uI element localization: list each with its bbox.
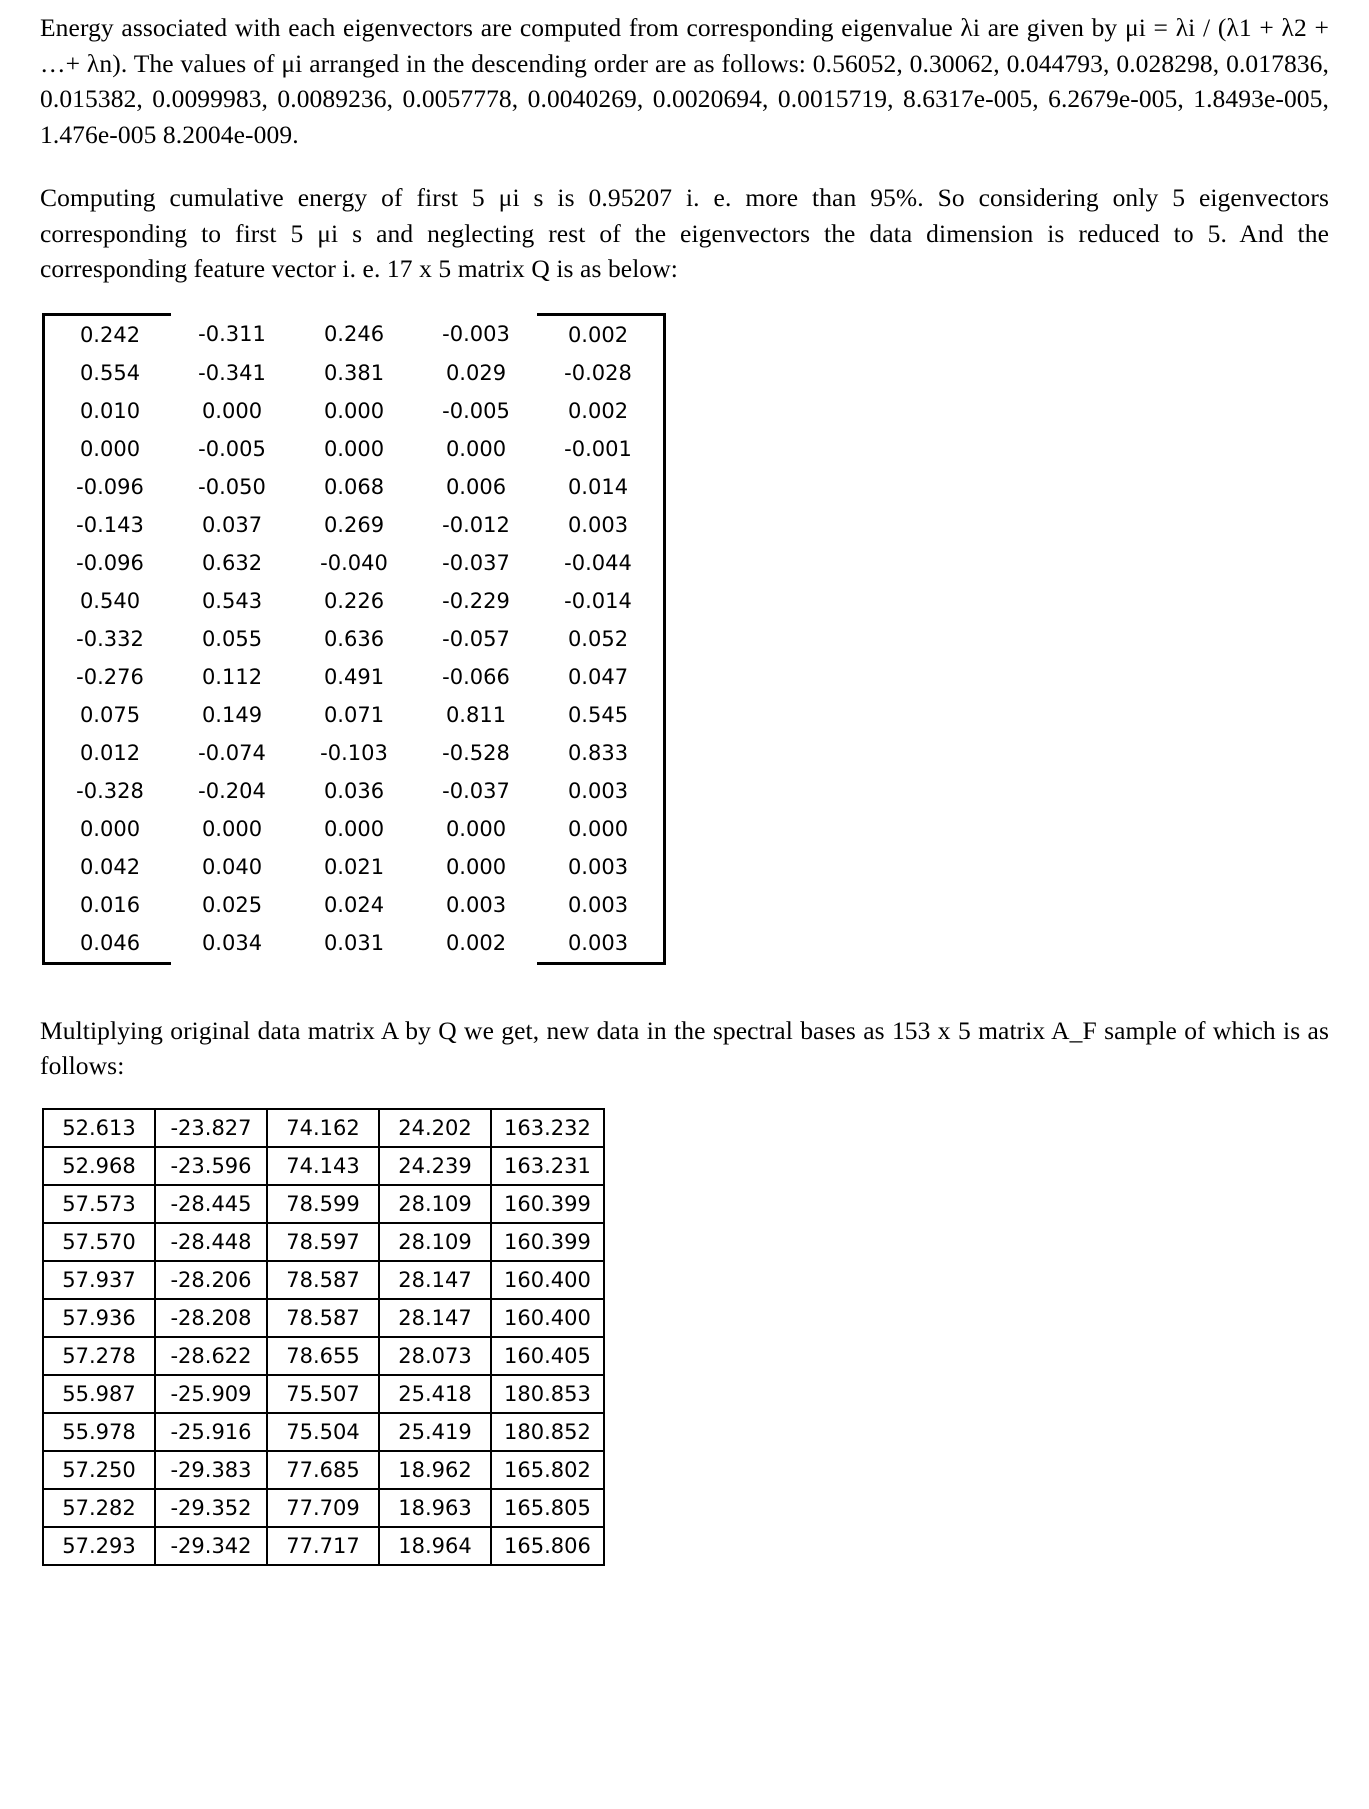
q-matrix-cell: 0.554: [44, 354, 172, 392]
q-matrix-row: [44, 544, 665, 582]
q-matrix-cell: 0.242: [44, 314, 172, 354]
af-matrix-cell: 57.937: [43, 1261, 155, 1299]
q-matrix-cell: 0.025: [201, 892, 263, 917]
q-matrix-cell: 0.036: [323, 778, 385, 803]
q-matrix-cell: 0.052: [537, 620, 665, 658]
af-matrix-cell: 24.202: [379, 1109, 491, 1147]
af-matrix-cell: 160.399: [491, 1223, 604, 1261]
af-matrix-row: [43, 1109, 604, 1147]
q-matrix-cell: 0.833: [537, 734, 665, 772]
q-matrix-cell: -0.066: [442, 664, 510, 689]
q-matrix-cell: 0.000: [44, 430, 172, 468]
q-matrix-cell: 0.811: [445, 702, 507, 727]
q-matrix-row: [44, 354, 665, 392]
q-matrix-cell: -0.332: [44, 620, 172, 658]
q-matrix-cell: 0.000: [201, 398, 263, 423]
af-matrix-cell: 57.293: [43, 1527, 155, 1565]
q-matrix-cell: 0.002: [537, 314, 665, 354]
q-matrix-cell: 0.029: [445, 360, 507, 385]
q-matrix-cell: 0.068: [323, 474, 385, 499]
af-matrix-row: [43, 1299, 604, 1337]
af-matrix-cell: 28.147: [379, 1299, 491, 1337]
af-matrix-cell: -28.206: [155, 1261, 267, 1299]
af-matrix-cell: 28.109: [379, 1185, 491, 1223]
q-matrix-cell: -0.057: [442, 626, 510, 651]
q-matrix-cell: -0.014: [537, 582, 665, 620]
af-matrix-cell: 78.587: [267, 1299, 379, 1337]
af-matrix-row: [43, 1261, 604, 1299]
af-matrix-cell: 57.570: [43, 1223, 155, 1261]
q-matrix-cell: -0.012: [442, 512, 510, 537]
q-matrix-cell: 0.047: [537, 658, 665, 696]
af-matrix-cell: 57.573: [43, 1185, 155, 1223]
af-matrix-cell: 77.717: [267, 1527, 379, 1565]
q-matrix-cell: 0.010: [44, 392, 172, 430]
af-matrix-cell: 165.805: [491, 1489, 604, 1527]
af-matrix-cell: 163.232: [491, 1109, 604, 1147]
q-matrix-cell: -0.050: [198, 474, 266, 499]
af-matrix-cell: -23.596: [155, 1147, 267, 1185]
af-matrix-cell: 25.419: [379, 1413, 491, 1451]
af-matrix-cell: -29.342: [155, 1527, 267, 1565]
q-matrix-cell: 0.046: [44, 924, 172, 964]
q-matrix-cell: -0.037: [442, 778, 510, 803]
af-matrix-cell: 55.987: [43, 1375, 155, 1413]
q-matrix-cell: -0.044: [537, 544, 665, 582]
af-matrix-cell: 75.507: [267, 1375, 379, 1413]
q-matrix-cell: 0.002: [537, 392, 665, 430]
q-matrix-cell: -0.001: [537, 430, 665, 468]
af-matrix-cell: 160.400: [491, 1299, 604, 1337]
q-matrix-cell: 0.034: [201, 931, 263, 956]
af-matrix-cell: 57.250: [43, 1451, 155, 1489]
q-matrix-cell: 0.000: [323, 398, 385, 423]
af-matrix-cell: 163.231: [491, 1147, 604, 1185]
af-matrix-cell: 52.968: [43, 1147, 155, 1185]
paragraph-eigenvector-energy: Energy associated with each eigenvectors are computed from corresponding eigenvalue λi are given by μi = λi / (λ1 + λ2 + …+ λn). The values of μi arranged in the descending order are as follows: 0.56052, 0.30062, 0.044793, 0.028298, 0.017836, 0.015382, 0.0099983, 0.0089236, 0.0057778, 0.0040269, 0.0020694, 0.0015719, 8.6317e-005, 6.2679e-005, 1.8493e-005, 1.476e-005 8.2004e-009.: [40, 13, 1329, 149]
af-matrix-row: [43, 1185, 604, 1223]
af-matrix-row: [43, 1451, 604, 1489]
q-matrix-row: [44, 734, 665, 772]
q-matrix-cell: -0.028: [537, 354, 665, 392]
af-matrix-row: [43, 1147, 604, 1185]
q-matrix-cell: 0.014: [537, 468, 665, 506]
q-matrix-cell: 0.636: [323, 626, 385, 651]
paragraph-spectral-bases: Multiplying original data matrix A by Q we get, new data in the spectral bases as 153 x 5 matrix A_F sample of which is as follows:: [40, 1015, 1329, 1080]
q-matrix-row: [44, 772, 665, 810]
q-matrix-cell: 0.003: [537, 886, 665, 924]
q-matrix-body: [44, 314, 665, 963]
af-matrix-cell: 24.239: [379, 1147, 491, 1185]
q-matrix-cell: 0.269: [323, 512, 385, 537]
q-matrix-row: [44, 430, 665, 468]
q-matrix-cell: 0.246: [323, 321, 385, 346]
af-matrix-cell: -28.208: [155, 1299, 267, 1337]
af-matrix-row: [43, 1489, 604, 1527]
af-matrix-body: [43, 1109, 604, 1565]
af-matrix-cell: 18.962: [379, 1451, 491, 1489]
af-matrix-cell: 78.587: [267, 1261, 379, 1299]
q-matrix-cell: -0.204: [198, 778, 266, 803]
q-matrix-cell: 0.000: [445, 816, 507, 841]
af-matrix-cell: 165.802: [491, 1451, 604, 1489]
af-matrix-row: [43, 1375, 604, 1413]
af-matrix-cell: 57.278: [43, 1337, 155, 1375]
af-matrix-cell: 74.143: [267, 1147, 379, 1185]
af-matrix-cell: -25.909: [155, 1375, 267, 1413]
q-matrix-cell: 0.226: [323, 588, 385, 613]
af-matrix-cell: 78.599: [267, 1185, 379, 1223]
af-matrix-cell: 78.597: [267, 1223, 379, 1261]
af-matrix-cell: 25.418: [379, 1375, 491, 1413]
af-matrix-cell: 74.162: [267, 1109, 379, 1147]
q-matrix-row: [44, 468, 665, 506]
af-matrix-cell: 180.853: [491, 1375, 604, 1413]
q-matrix-cell: -0.096: [44, 468, 172, 506]
af-matrix-row: [43, 1413, 604, 1451]
af-matrix-cell: -29.352: [155, 1489, 267, 1527]
q-matrix-cell: -0.096: [44, 544, 172, 582]
q-matrix-cell: -0.528: [442, 740, 510, 765]
q-matrix-cell: 0.543: [201, 588, 263, 613]
af-matrix-cell: 28.109: [379, 1223, 491, 1261]
q-matrix-cell: 0.021: [323, 854, 385, 879]
q-matrix-row: [44, 620, 665, 658]
q-matrix-cell: -0.229: [442, 588, 510, 613]
q-matrix-cell: 0.003: [537, 924, 665, 964]
q-matrix-cell: -0.276: [44, 658, 172, 696]
q-matrix-cell: 0.000: [44, 810, 172, 848]
q-matrix-cell: 0.075: [44, 696, 172, 734]
af-matrix-cell: -25.916: [155, 1413, 267, 1451]
af-matrix-cell: -23.827: [155, 1109, 267, 1147]
q-matrix-row: [44, 924, 665, 964]
q-matrix-cell: 0.381: [323, 360, 385, 385]
q-matrix-row: [44, 392, 665, 430]
q-matrix-cell: 0.040: [201, 854, 263, 879]
q-matrix-row: [44, 810, 665, 848]
af-matrix-cell: 77.709: [267, 1489, 379, 1527]
af-matrix-cell: -29.383: [155, 1451, 267, 1489]
q-matrix-cell: 0.003: [445, 892, 507, 917]
q-matrix-cell: 0.000: [537, 810, 665, 848]
paragraph-cumulative-energy: Computing cumulative energy of first 5 μi s is 0.95207 i. e. more than 95%. So considering only 5 eigenvectors corresponding to first 5 μi s and neglecting rest of the eigenvectors the data dimension is reduced to 5. And the corresponding feature vector i. e. 17 x 5 matrix Q is as below:: [40, 183, 1329, 283]
af-matrix-cell: -28.448: [155, 1223, 267, 1261]
af-matrix-row: [43, 1223, 604, 1261]
q-matrix-cell: -0.328: [44, 772, 172, 810]
q-matrix-cell: -0.003: [442, 321, 510, 346]
af-matrix-cell: 18.963: [379, 1489, 491, 1527]
q-matrix-cell: 0.112: [201, 664, 263, 689]
af-matrix-cell: 160.400: [491, 1261, 604, 1299]
q-matrix-cell: 0.002: [445, 931, 507, 956]
af-matrix-cell: 57.936: [43, 1299, 155, 1337]
af-matrix-table: [42, 1108, 605, 1566]
af-matrix-row: [43, 1337, 604, 1375]
section-spacer: [40, 965, 1329, 1013]
af-matrix-cell: 180.852: [491, 1413, 604, 1451]
q-matrix-cell: 0.000: [323, 816, 385, 841]
q-matrix-cell: 0.000: [445, 436, 507, 461]
af-matrix-cell: 78.655: [267, 1337, 379, 1375]
af-matrix-cell: -28.445: [155, 1185, 267, 1223]
q-matrix-cell: 0.006: [445, 474, 507, 499]
q-matrix-cell: 0.000: [323, 436, 385, 461]
q-matrix-row: [44, 848, 665, 886]
q-matrix-cell: -0.005: [198, 436, 266, 461]
q-matrix-cell: 0.003: [537, 506, 665, 544]
q-matrix-cell: -0.341: [198, 360, 266, 385]
q-matrix-row: [44, 886, 665, 924]
q-matrix-cell: -0.074: [198, 740, 266, 765]
af-matrix-cell: 160.399: [491, 1185, 604, 1223]
q-matrix-cell: 0.003: [537, 848, 665, 886]
q-matrix-row: [44, 658, 665, 696]
q-matrix-cell: 0.540: [44, 582, 172, 620]
q-matrix-cell: -0.005: [442, 398, 510, 423]
q-matrix-row: [44, 506, 665, 544]
q-matrix-cell: 0.037: [201, 512, 263, 537]
af-matrix-cell: 165.806: [491, 1527, 604, 1565]
af-matrix-cell: 55.978: [43, 1413, 155, 1451]
q-matrix-cell: 0.031: [323, 931, 385, 956]
q-matrix-cell: 0.024: [323, 892, 385, 917]
q-matrix-cell: -0.040: [320, 550, 388, 575]
q-matrix-cell: -0.103: [320, 740, 388, 765]
q-matrix-cell: 0.000: [445, 854, 507, 879]
q-matrix-container: [40, 313, 1329, 965]
q-matrix-cell: -0.037: [442, 550, 510, 575]
af-matrix-row: [43, 1527, 604, 1565]
q-matrix-cell: -0.311: [198, 321, 266, 346]
af-matrix-cell: 18.964: [379, 1527, 491, 1565]
q-matrix-row: [44, 582, 665, 620]
q-matrix-cell: 0.071: [323, 702, 385, 727]
q-matrix-cell: 0.042: [44, 848, 172, 886]
q-matrix-row: [44, 696, 665, 734]
af-matrix-cell: 28.073: [379, 1337, 491, 1375]
af-matrix-cell: 160.405: [491, 1337, 604, 1375]
q-matrix-cell: 0.545: [537, 696, 665, 734]
q-matrix-cell: 0.632: [201, 550, 263, 575]
af-matrix-cell: 28.147: [379, 1261, 491, 1299]
q-matrix-cell: 0.149: [201, 702, 263, 727]
af-matrix-cell: 77.685: [267, 1451, 379, 1489]
q-matrix-cell: -0.143: [44, 506, 172, 544]
q-matrix-cell: 0.003: [537, 772, 665, 810]
af-matrix-cell: 57.282: [43, 1489, 155, 1527]
q-matrix-cell: 0.000: [201, 816, 263, 841]
q-matrix-table: [42, 313, 666, 965]
q-matrix-cell: 0.012: [44, 734, 172, 772]
af-matrix-cell: 52.613: [43, 1109, 155, 1147]
af-matrix-cell: 75.504: [267, 1413, 379, 1451]
q-matrix-row: [44, 314, 665, 354]
q-matrix-cell: 0.016: [44, 886, 172, 924]
q-matrix-cell: 0.491: [323, 664, 385, 689]
q-matrix-cell: 0.055: [201, 626, 263, 651]
af-matrix-cell: -28.622: [155, 1337, 267, 1375]
